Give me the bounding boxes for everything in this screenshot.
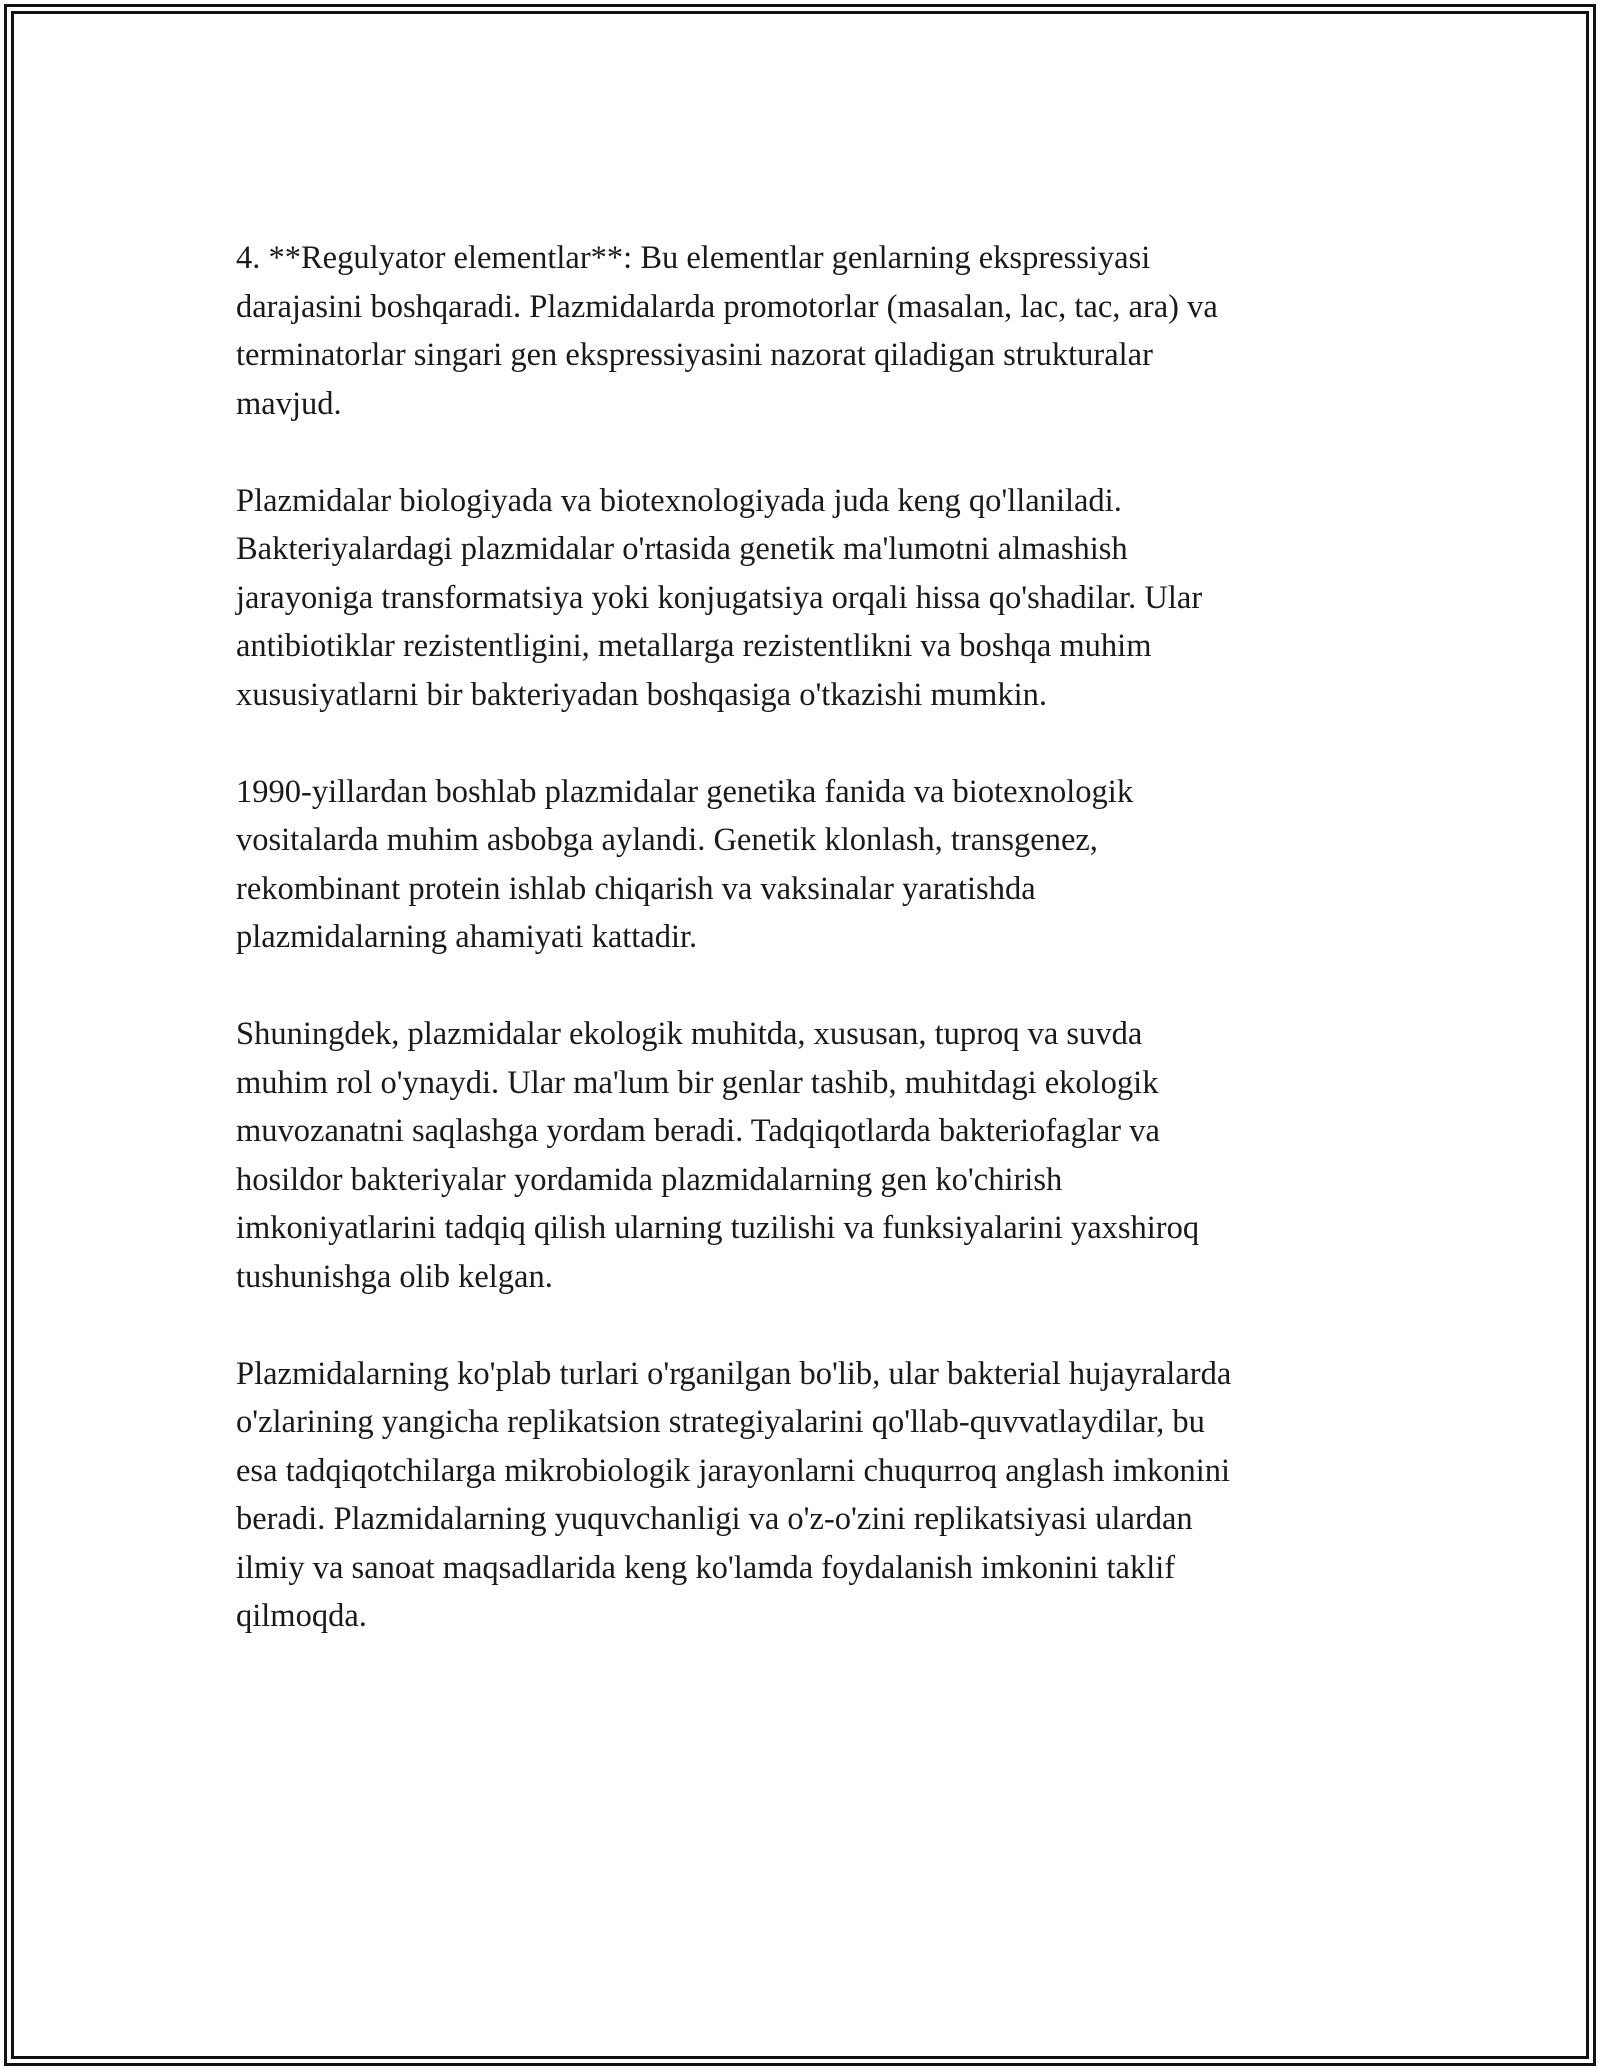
paragraph-ecology: Shuningdek, plazmidalar ekologik muhitda, xususan, tuproq va suvda muhim rol o'ynaydi. Ular ma'lum bir genlar tashib, muhitdagi ekologik muvozanatni saqlashga yordam beradi. Tadqiqotlarda bakteriofaglar va hosildor bakteriyalar yordamida plazmidalarning gen ko'chirish imkoniyatlarini tadqiq qilish ularning tuzilishi va funksiyalarini yaxshiroq tushunishga olib kelgan.	[236, 1016, 1200, 1295]
paragraph-regulatory-elements: 4. **Regulyator elementlar**: Bu elementlar genlarning ekspressiyasi darajasini boshqaradi. Plazmidalarda promotorlar (masalan, lac, tac, ara) va terminatorlar singari gen ekspressiyasini nazorat qiladigan strukturalar mavjud.	[236, 240, 1218, 422]
paragraph-plasmid-uses: Plazmidalar biologiyada va biotexnologiyada juda keng qo'llaniladi. Bakteriyalardagi plazmidalar o'rtasida genetik ma'lumotni almashish jarayoniga transformatsiya yoki konjugatsiya orqali hissa qo'shadilar. Ular antibiotiklar rezistentligini, metallarga rezistentlikni va boshqa muhim xususiyatlarni bir bakteriyadan boshqasiga o'tkazishi mumkin.	[236, 482, 1203, 713]
document-body	[236, 234, 1396, 1689]
paragraph-1990s-history: 1990-yillardan boshlab plazmidalar genetika fanida va biotexnologik vositalarda muhim asbobga aylandi. Genetik klonlash, transgenez, rekombinant protein ishlab chiqarish va vaksinalar yaratishda plazmidalarning ahamiyati kattadir.	[236, 773, 1134, 955]
paragraph-plasmid-types: Plazmidalarning ko'plab turlari o'rganilgan bo'lib, ular bakterial hujayralarda o'zlarining yangicha replikatsion strategiyalarini qo'llab-quvvatlaydilar, bu esa tadqiqotchilarga mikrobiologik jarayonlarni chuqurroq anglash imkonini beradi. Plazmidalarning yuquvchanligi va o'z-o'zini replikatsiyasi ulardan ilmiy va sanoat maqsadlarida keng ko'lamda foydalanish imkonini taklif qilmoqda.	[236, 1355, 1232, 1634]
